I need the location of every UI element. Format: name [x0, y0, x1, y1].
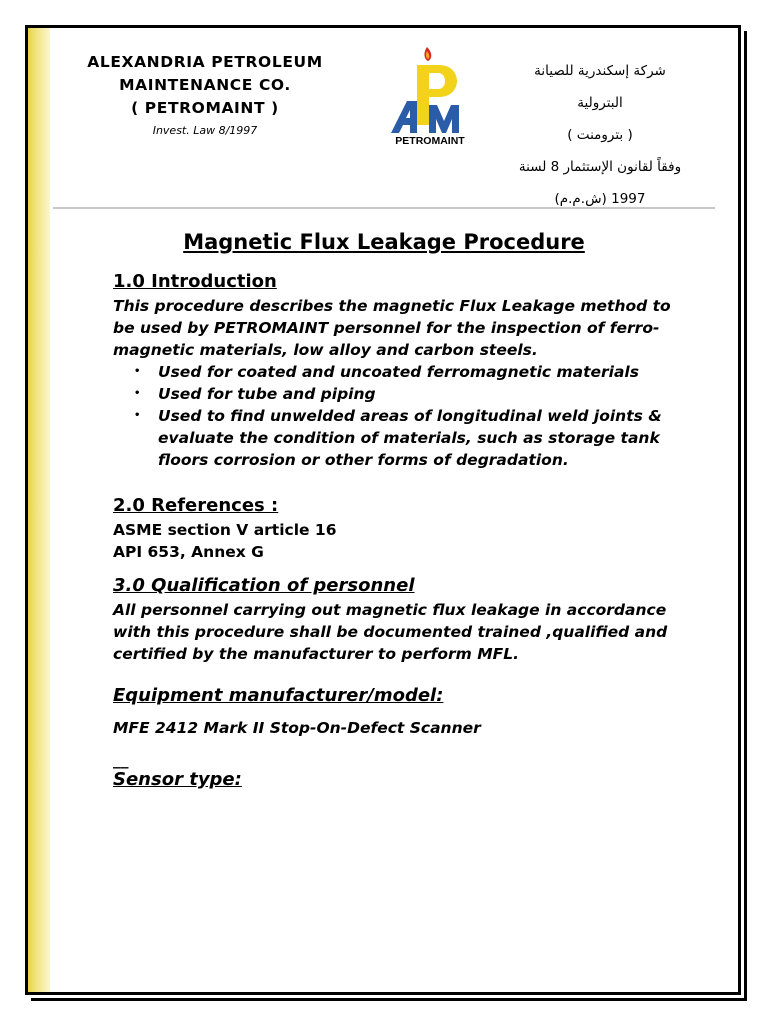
document-title: Magnetic Flux Leakage Procedure: [183, 230, 585, 254]
reference-item: ASME section V article 16: [113, 521, 337, 539]
logo-text: PETROMAINT: [395, 135, 465, 147]
petromaint-logo: [387, 43, 473, 147]
intro-heading: 1.0 Introduction: [113, 271, 277, 292]
investment-law-ar-line2: 1997 (ش.م.م): [554, 191, 646, 207]
equipment-heading: Equipment manufacturer/model:: [113, 685, 444, 706]
company-name-line1: ALEXANDRIA PETROLEUM: [87, 53, 323, 71]
references-heading: 2.0 References :: [113, 495, 279, 516]
document-body: [113, 269, 693, 793]
header-divider: [53, 207, 715, 209]
investment-law-en: Invest. Law 8/1997: [152, 124, 258, 137]
reference-item: API 653, Annex G: [113, 543, 264, 561]
qualification-heading: 3.0 Qualification of personnel: [113, 575, 415, 596]
company-header-en: [65, 51, 345, 137]
company-name-ar-line2: البترولية: [577, 95, 623, 111]
intro-text: This procedure describes the magnetic Flux Leakage method to be used by PETROMAINT personnel for the inspection of ferro-magnetic materials, low alloy and carbon steels.: [113, 297, 671, 359]
equipment-text: MFE 2412 Mark II Stop-On-Defect Scanner: [113, 719, 481, 737]
sensor-heading: Sensor type:: [113, 769, 242, 790]
logo-mark-icon: [387, 43, 473, 147]
company-short-name-ar: ( بترومنت ): [567, 127, 633, 143]
company-name-line2: MAINTENANCE CO.: [119, 76, 291, 94]
intro-bullet-list: [113, 361, 693, 471]
investment-law-ar-line1: وفقاً لقانون الإستثمار 8 لسنة: [518, 159, 682, 175]
document-page: [25, 25, 741, 995]
company-name-ar-line1: شركة إسكندرية للصيانة: [534, 63, 666, 79]
list-item: • Used for coated and uncoated ferromagnetic materials: [158, 361, 693, 383]
company-short-name: ( PETROMAINT ): [131, 99, 279, 117]
underscore-mark: __: [113, 751, 129, 769]
company-header-ar: [495, 55, 705, 215]
list-item: • Used for tube and piping: [158, 383, 693, 405]
list-item: • Used to find unwelded areas of longitudinal weld joints & evaluate the condition of materials, such as storage tank floors corrosion or other forms of degradation.: [158, 405, 693, 471]
qualification-text: All personnel carrying out magnetic flux leakage in accordance with this procedure shall be documented trained ,qualified and certified by the manufacturer to perform MFL.: [113, 601, 668, 663]
